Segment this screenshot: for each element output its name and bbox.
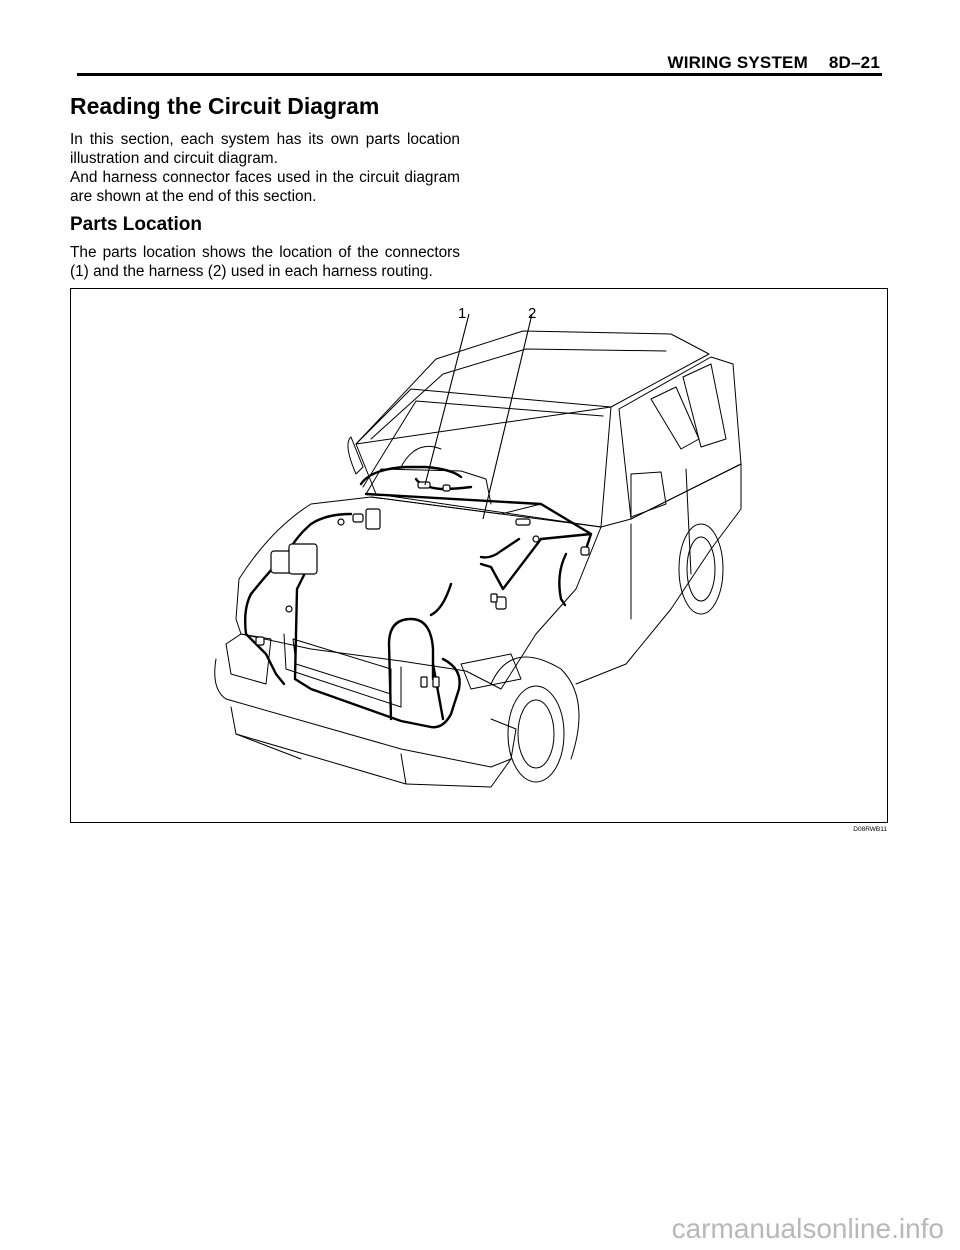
page-header: [667, 53, 880, 73]
page-number: 8D–21: [828, 53, 880, 72]
callout-1: 1: [458, 305, 467, 322]
callout-2: 2: [528, 305, 537, 322]
parts-location-paragraph: The parts location shows the location of the connectors (1) and the harness (2) used in each harness routing.: [70, 244, 460, 280]
intro-line-2: And harness connector faces used in the circuit diagram are shown at the end of this section.: [70, 169, 460, 205]
page-title: Reading the Circuit Diagram: [70, 93, 380, 119]
vehicle-wiring-illustration: [70, 288, 888, 823]
watermark: carmanualsonline.info: [671, 1213, 944, 1244]
intro-line-1: In this section, each system has its own parts location illustration and circuit diagram.: [70, 131, 460, 167]
vehicle-drawing: [71, 289, 889, 824]
harness-routing: [245, 467, 591, 727]
subheading-parts-location: Parts Location: [70, 214, 202, 235]
section-name: WIRING SYSTEM: [667, 53, 808, 72]
connectors: [256, 482, 589, 687]
header-rule: [77, 73, 882, 76]
intro-paragraph: [70, 130, 460, 206]
figure-code: D08RWB11: [853, 826, 887, 833]
